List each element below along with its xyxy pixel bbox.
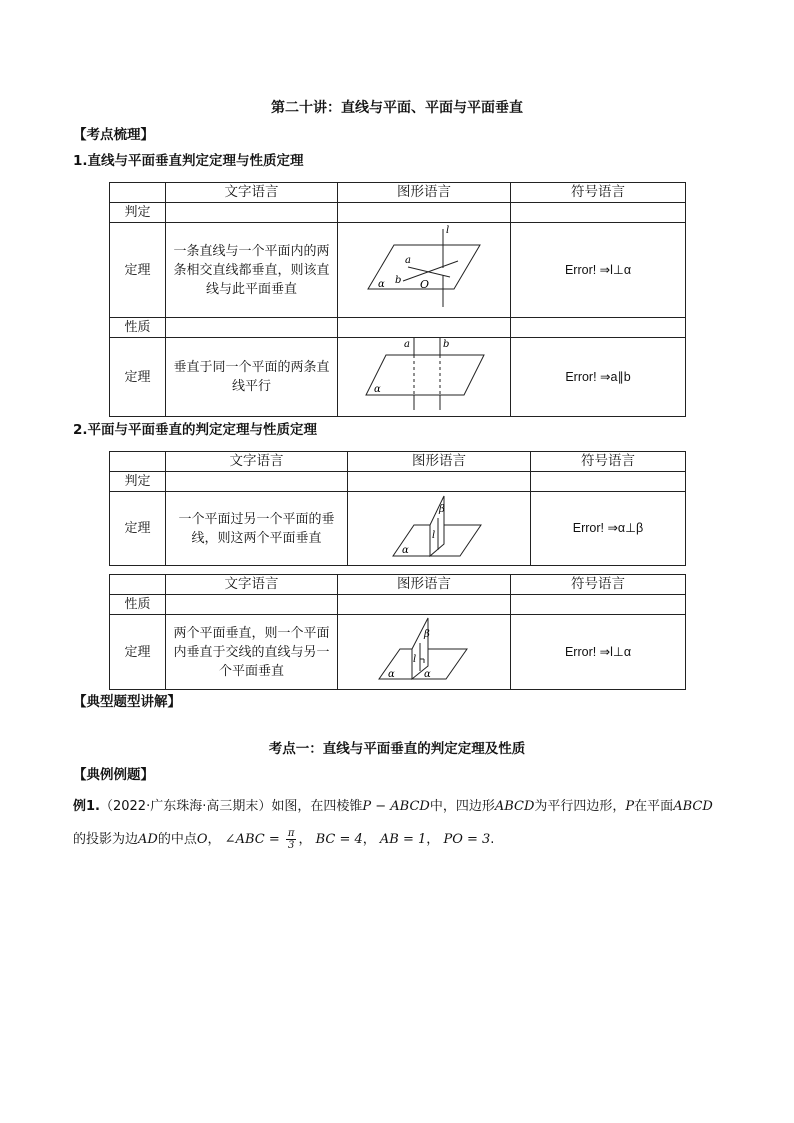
example-1-line-2: 的投影为边AD的中点O， ∠ABC = $\frac{\pi}{3}$ ， BC = 4， AB = 1， PO = 3. [73,828,495,851]
figure-cell [338,223,511,318]
math-fraction [286,828,297,851]
row-property [110,318,686,338]
header-figure-language: 图形语言 [338,183,511,203]
table-plane-plane-property [109,574,686,690]
label-b: b [395,275,402,286]
fraction-denominator: 3 [287,840,295,851]
row-property-theorem [110,615,686,690]
example-source: （2022·广东珠海·高三期末） [99,799,272,814]
row-label-theorem: 定理 [110,338,166,417]
row-judge [110,472,686,492]
label-b: b [443,339,450,350]
theorem-text: 垂直于同一个平面的两条直线平行 [173,360,330,394]
math-point-o: O [196,832,208,847]
example-label: 例1. [73,799,100,814]
label-alpha: α [378,279,385,290]
example-1-line-1: 例1.（2022·广东珠海·高三期末）如图，在四棱锥P − ABCD中，四边形ABCD为平行四边形，P在平面ABCD [73,799,713,814]
plane-plane-judge-diagram [348,492,530,559]
plane-plane-property-diagram [338,615,510,683]
row-judge-theorem [110,492,686,566]
table-header-row [110,575,686,595]
figure-cell [338,338,511,417]
math-ab: AB = 1 [379,832,427,847]
line-plane-judge-diagram [338,223,510,311]
heading-plane-plane: 2.平面与平面垂直的判定定理与性质定理 [73,422,318,438]
figure-cell [338,615,511,690]
header-figure-language: 图形语言 [338,575,511,595]
theorem-text: 一个平面过另一个平面的垂线，则这两个平面垂直 [178,511,335,546]
topic-heading: 考点一：直线与平面垂直的判定定理及性质 [268,741,526,757]
header-blank [110,575,166,595]
label-l: l [446,225,450,236]
label-a: a [405,255,411,266]
table-line-plane [109,182,686,417]
label-beta: β [439,504,445,515]
symbol-cell: Error! ⇒α⊥β [531,492,686,566]
header-blank [110,183,166,203]
line-plane-property-diagram [338,338,510,410]
math-edge-ad: AD [138,832,158,847]
header-symbol-language: 符号语言 [511,183,686,203]
row-judge [110,203,686,223]
section-examples-heading: 【典型题型讲解】 [73,694,181,710]
header-blank [110,452,166,472]
math-bc: BC = 4 [315,832,363,847]
math-quad: ABCD [494,799,535,814]
figure-cell [348,492,531,566]
header-symbol-language: 符号语言 [511,575,686,595]
symbol-cell: Error! ⇒a∥b [511,338,686,417]
row-property-theorem [110,338,686,417]
row-label-theorem: 定理 [110,223,166,318]
label-O: O [420,278,430,291]
math-point-p: P [625,799,635,814]
symbol-cell: Error! ⇒l⊥α [511,223,686,318]
document-title: 第二十讲：直线与平面、平面与平面垂直 [271,100,523,116]
row-label-judge: 判定 [110,472,166,492]
fraction-numerator: π [287,828,295,839]
row-label-property: 性质 [110,318,166,338]
header-text-language: 文字语言 [166,183,338,203]
label-alpha: α [402,545,409,556]
label-l: l [413,654,417,665]
theorem-text: 一条直线与一个平面内的两条相交直线都垂直，则该直线与此平面垂直 [173,243,330,297]
row-label-theorem: 定理 [110,615,166,690]
symbol-cell: Error! ⇒l⊥α [511,615,686,690]
row-label-property: 性质 [110,595,166,615]
heading-line-plane: 1.直线与平面垂直判定定理与性质定理 [73,153,304,169]
math-plane: ABCD [673,799,713,814]
math-angle: ∠ABC = [224,832,280,847]
label-beta: β [424,629,430,640]
header-figure-language: 图形语言 [348,452,531,472]
table-header-row [110,452,686,472]
header-symbol-language: 符号语言 [531,452,686,472]
label-a: a [404,339,410,350]
row-judge-theorem [110,223,686,318]
section-typical-heading: 【典例例题】 [73,767,154,783]
label-alpha: α [374,384,381,395]
math-pyramid: P − ABCD [362,799,430,814]
label-alpha-right: α [424,669,431,680]
label-alpha-left: α [388,669,395,680]
theorem-text: 两个平面垂直，则一个平面内垂直于交线的直线与另一个平面垂直 [173,625,330,679]
table-plane-plane-judge [109,451,686,566]
table-header-row [110,183,686,203]
header-text-language: 文字语言 [166,452,348,472]
row-label-judge: 判定 [110,203,166,223]
label-l: l [432,530,436,541]
row-label-theorem: 定理 [110,492,166,566]
math-po: PO = 3 [443,832,491,847]
row-property [110,595,686,615]
header-text-language: 文字语言 [166,575,338,595]
section-review-heading: 【考点梳理】 [73,127,154,143]
